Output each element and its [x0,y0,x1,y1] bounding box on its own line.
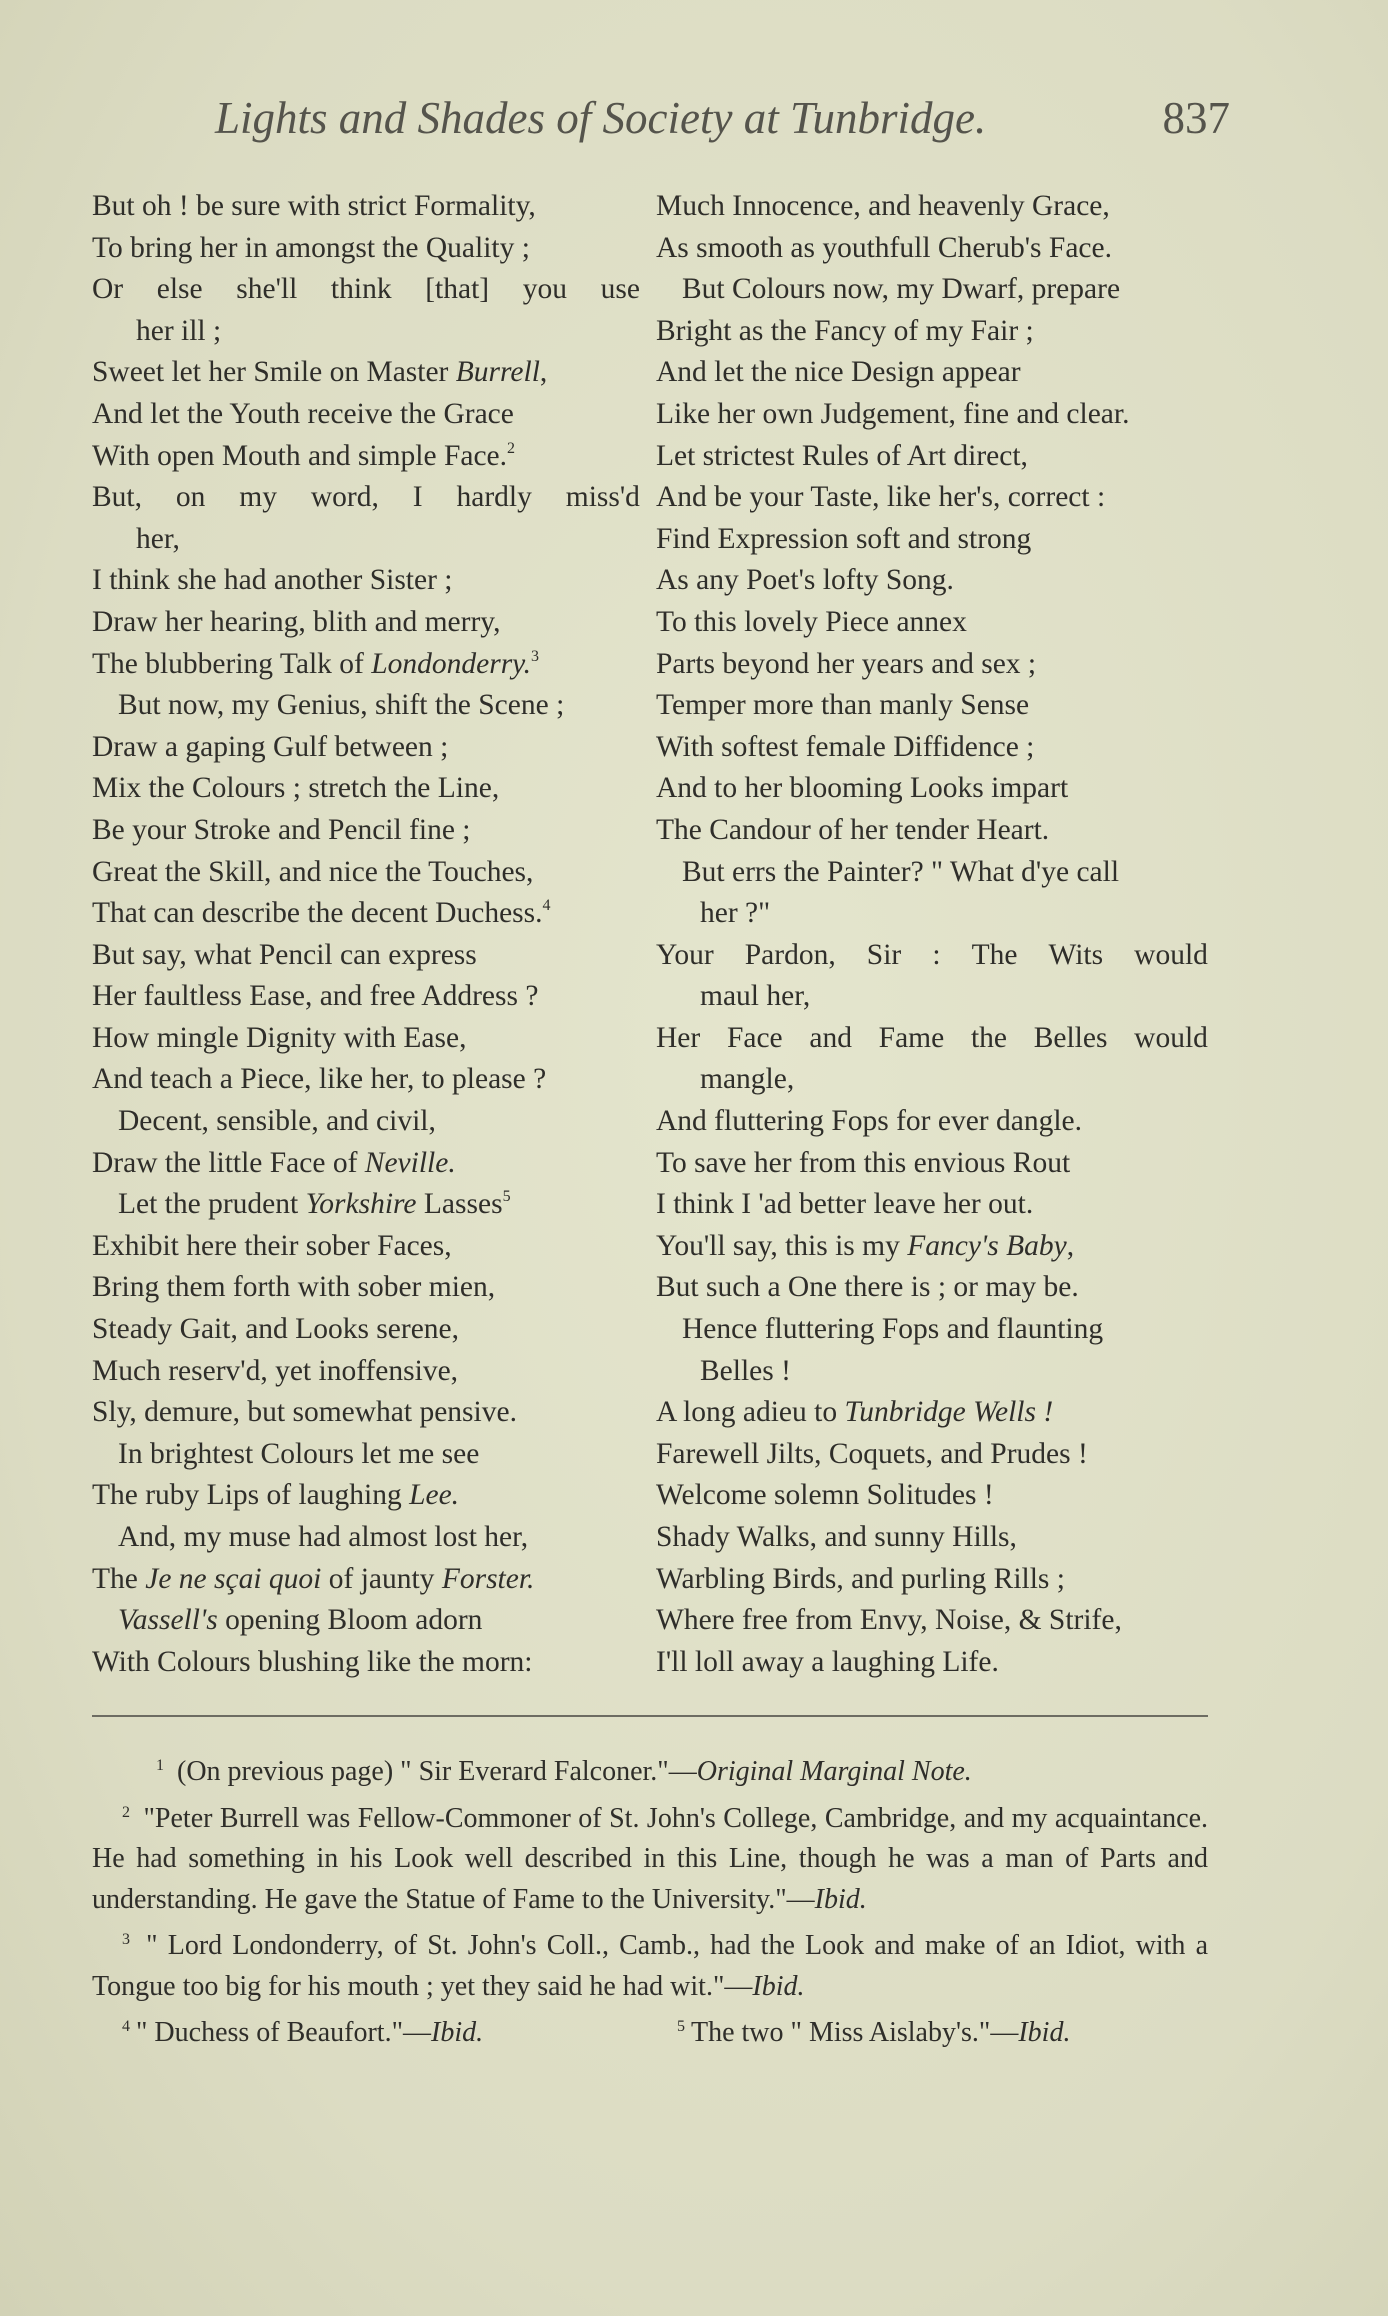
verse-line: And teach a Piece, like her, to please ? [92,1063,547,1096]
footnote-3 [92,1920,1208,2007]
verse-line: Steady Gait, and Looks serene, [92,1313,460,1346]
verse-line: Great the Skill, and nice the Touches, [92,855,534,888]
verse-line: The Je ne sçai quoi of jaunty Forster. [92,1562,535,1595]
verse-line: Bring them forth with sober mien, [92,1271,496,1304]
footnote-1 [92,1746,1208,1793]
verse-line: Much reserv'd, yet inoffensive, [92,1354,459,1387]
verse-line: And let the nice Design appear [656,356,1021,389]
footnote-text: (On previous page) " Sir Everard Falconer."— [177,1756,697,1787]
verse-line: Shady Walks, and sunny Hills, [656,1521,1017,1553]
verse-line: Welcome solemn Solitudes ! [656,1479,994,1512]
verse-line: Your Pardon, Sir : The Wits would [656,938,1208,971]
footnote-text: " Duchess of Beaufort."— [136,2017,432,2048]
footnote-mark: 2 [122,1803,130,1821]
verse-line: Let strictest Rules of Art direct, [656,439,1028,472]
verse-line: Where free from Envy, Noise, & Strife, [656,1604,1122,1637]
footnotes-4-5 [92,2007,1208,2054]
verse-line: Farewell Jilts, Coquets, and Prudes ! [656,1437,1088,1470]
verse-line: Parts beyond her years and sex ; [656,647,1037,680]
verse-line: But, on my word, I hardly miss'd [92,481,640,514]
verse-line: In brightest Colours let me see [118,1437,480,1470]
verse-line: Her Face and Fame the Belles would [656,1021,1208,1054]
verse-line: As smooth as youthfull Cherub's Face. [656,231,1112,264]
footnotes [92,1746,1208,2054]
verse-line: her ill ; [136,314,222,347]
footnote-mark: 1 [156,1757,164,1774]
verse-line: As any Poet's lofty Song. [656,564,954,597]
verse-line: And to her blooming Looks impart [656,772,1069,805]
verse-line: Belles ! [700,1354,791,1387]
footnote-source: Ibid. [752,1970,805,2002]
verse-line: Warbling Birds, and purling Rills ; [656,1562,1065,1595]
verse-line: But Colours now, my Dwarf, prepare [682,273,1121,306]
verse-line: And be your Taste, like her's, correct : [656,481,1106,514]
verse-line: I'll loll away a laughing Life. [656,1645,999,1678]
verse-line: And, my muse had almost lost her, [118,1521,529,1553]
verse-line: Exhibit here their sober Faces, [92,1229,452,1262]
verse-line: Draw a gaping Gulf between ; [92,730,449,763]
verse-line: her ?" [700,897,771,930]
verse-line: And fluttering Fops for ever dangle. [656,1105,1083,1138]
footnote-mark: 3 [122,1931,130,1948]
verse-line: Draw the little Face of Neville. [92,1146,456,1179]
verse-line: Find Expression soft and strong [656,522,1032,555]
page-number: 837 [1162,93,1230,143]
verse-line: That can describe the decent Duchess.$^4$ [92,897,551,930]
verse-line: her, [136,522,180,555]
verse-line: Sweet let her Smile on Master Burrell, [92,356,548,389]
footnote-divider [92,1715,1208,1717]
footnote-2 [92,1793,1208,1921]
verse-line: Sly, demure, but somewhat pensive. [92,1396,517,1429]
verse-line: But say, what Pencil can express [92,938,477,971]
verse-line: I think I 'ad better leave her out. [656,1188,1034,1221]
footnote-text: The two " Miss Aislaby's."— [691,2017,1019,2048]
verse-line: But oh ! be sure with strict Formality, [92,190,536,222]
verse-line: To bring her in amongst the Quality ; [92,231,530,264]
verse-line: You'll say, this is my Fancy's Baby, [656,1229,1075,1262]
verse-line: Much Innocence, and heavenly Grace, [656,190,1110,222]
running-header [200,92,1230,152]
verse-line: Mix the Colours ; stretch the Line, [92,772,500,805]
footnote-text: "Peter Burrell was Fellow-Commoner of St. John's College, Cambridge, and my acquaintance. He had something in his Look well described in this Line, though he was a man of Parts and understanding. He gave the Statue of Fame to the University."— [92,1802,1208,1915]
verse-line: Let the prudent Yorkshire Lasses$^5$ [118,1188,511,1221]
verse-line: maul her, [700,980,811,1013]
footnote-mark: 5 [677,2018,685,2035]
verse-line: To save her from this envious Rout [656,1146,1071,1179]
verse-line: The blubbering Talk of Londonderry.$^3$ [92,647,540,680]
footnote-source: Ibid. [1018,2017,1071,2048]
verse-line: Draw her hearing, blith and merry, [92,605,501,638]
verse-line: How mingle Dignity with Ease, [92,1021,467,1054]
verse-line: Decent, sensible, and civil, [118,1105,436,1138]
verse-line: Bright as the Fancy of my Fair ; [656,314,1034,347]
verse-line: The ruby Lips of laughing Lee. [92,1479,460,1512]
poem-left-column [92,186,640,1683]
verse-line: Be your Stroke and Pencil fine ; [92,813,471,846]
verse-line: Like her own Judgement, fine and clear. [656,397,1130,430]
verse-line: Hence fluttering Fops and flaunting [682,1313,1104,1346]
footnote-4 [122,2007,677,2054]
verse-line: With open Mouth and simple Face.$^2$ [92,439,516,472]
poem-right-column [656,186,1208,1683]
verse-line: With Colours blushing like the morn: [92,1645,533,1678]
verse-line: Her faultless Ease, and free Address ? [92,980,539,1013]
verse-line: With softest female Diffidence ; [656,730,1035,763]
verse-line: Or else she'll think [that] you use [92,273,640,306]
verse-line: The Candour of her tender Heart. [656,813,1050,846]
footnote-text: " Lord Londonderry, of St. John's Coll., Camb., had the Look and make of an Idiot, with a Tongue too big for his mouth ; yet they said he had wit."— [92,1930,1208,2002]
verse-line: mangle, [700,1063,795,1096]
verse-line: To this lovely Piece annex [656,605,967,638]
footnote-source: Original Marginal Note. [696,1756,972,1787]
verse-line: A long adieu to Tunbridge Wells ! [656,1396,1054,1429]
footnote-5 [677,2007,1208,2054]
footnote-source: Ibid. [814,1883,867,1915]
footnote-mark: 4 [122,2018,130,2035]
footnote-source: Ibid. [431,2017,484,2048]
verse-line: But such a One there is ; or may be. [656,1271,1079,1304]
verse-line: Vassell's opening Bloom adorn [118,1604,483,1637]
verse-line: But errs the Painter? " What d'ye call [682,855,1120,888]
verse-line: I think she had another Sister ; [92,564,453,597]
verse-line: Temper more than manly Sense [656,689,1030,722]
running-title: Lights and Shades of Society at Tunbridge. [215,93,987,143]
verse-line: And let the Youth receive the Grace [92,397,514,430]
verse-line: But now, my Genius, shift the Scene ; [118,689,565,722]
